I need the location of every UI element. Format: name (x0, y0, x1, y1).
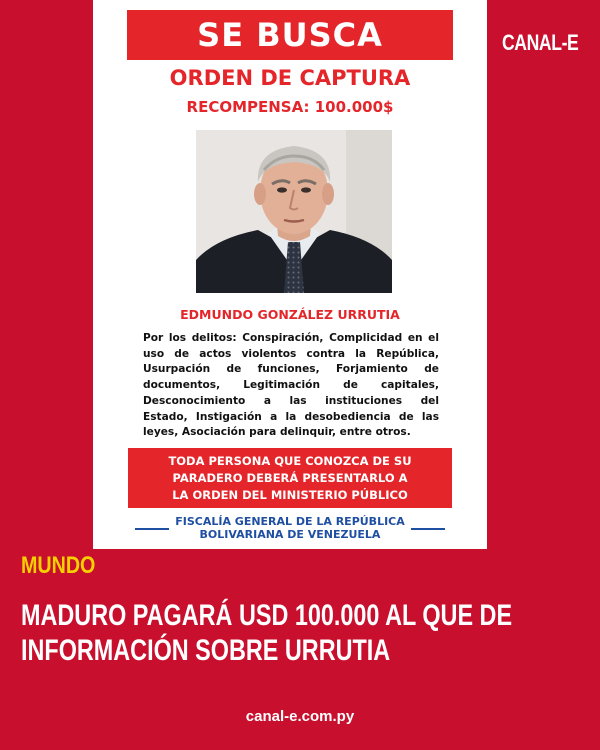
portrait-photo (196, 130, 392, 293)
brand-logo: CANAL-E (502, 30, 579, 55)
notice-line: PARADERO DEBERÁ PRESENTARLO A (172, 470, 408, 485)
charges-line: Usurpación de funciones, Forjamiento de (143, 363, 439, 376)
charges-line: uso de actos violentos contra la República, (143, 347, 439, 360)
headline-line: MADURO PAGARÁ USD 100.000 AL QUE DE (21, 599, 513, 632)
issuer-line: FISCALÍA GENERAL DE LA REPÚBLICA (175, 515, 405, 528)
wanted-person-name: EDMUNDO GONZÁLEZ URRUTIA (180, 307, 400, 322)
charges-line: leyes, Asociación para delinquir, entre otros. (143, 426, 411, 439)
public-notice-box (128, 448, 452, 508)
poster-reward: RECOMPENSA: 100.000$ (186, 98, 394, 116)
issuer-line: BOLIVARIANA DE VENEZUELA (199, 528, 381, 541)
wanted-poster (93, 0, 487, 549)
issuer-text (93, 515, 487, 541)
notice-line: LA ORDEN DEL MINISTERIO PÚBLICO (172, 487, 408, 502)
notice-line: TODA PERSONA QUE CONOZCA DE SU (168, 453, 412, 468)
charges-line: Estado, Instigación a la desobediencia de las (143, 410, 439, 423)
category-label: MUNDO (21, 552, 96, 579)
charges-line: documentos, Legitimación de capitales, (143, 379, 439, 392)
poster-title: SE BUSCA (127, 10, 453, 60)
charges-line: Por los delitos: Conspiración, Complicidad en el (143, 332, 439, 344)
site-url: canal-e.com.py (245, 708, 355, 725)
charges-line: Desconocimiento a las instituciones del (143, 394, 439, 407)
charges-text (143, 331, 439, 441)
headline (21, 598, 567, 668)
headline-line: INFORMACIÓN SOBRE URRUTIA (21, 634, 391, 667)
poster-subtitle: ORDEN DE CAPTURA (169, 66, 411, 90)
portrait-illustration (196, 130, 392, 293)
